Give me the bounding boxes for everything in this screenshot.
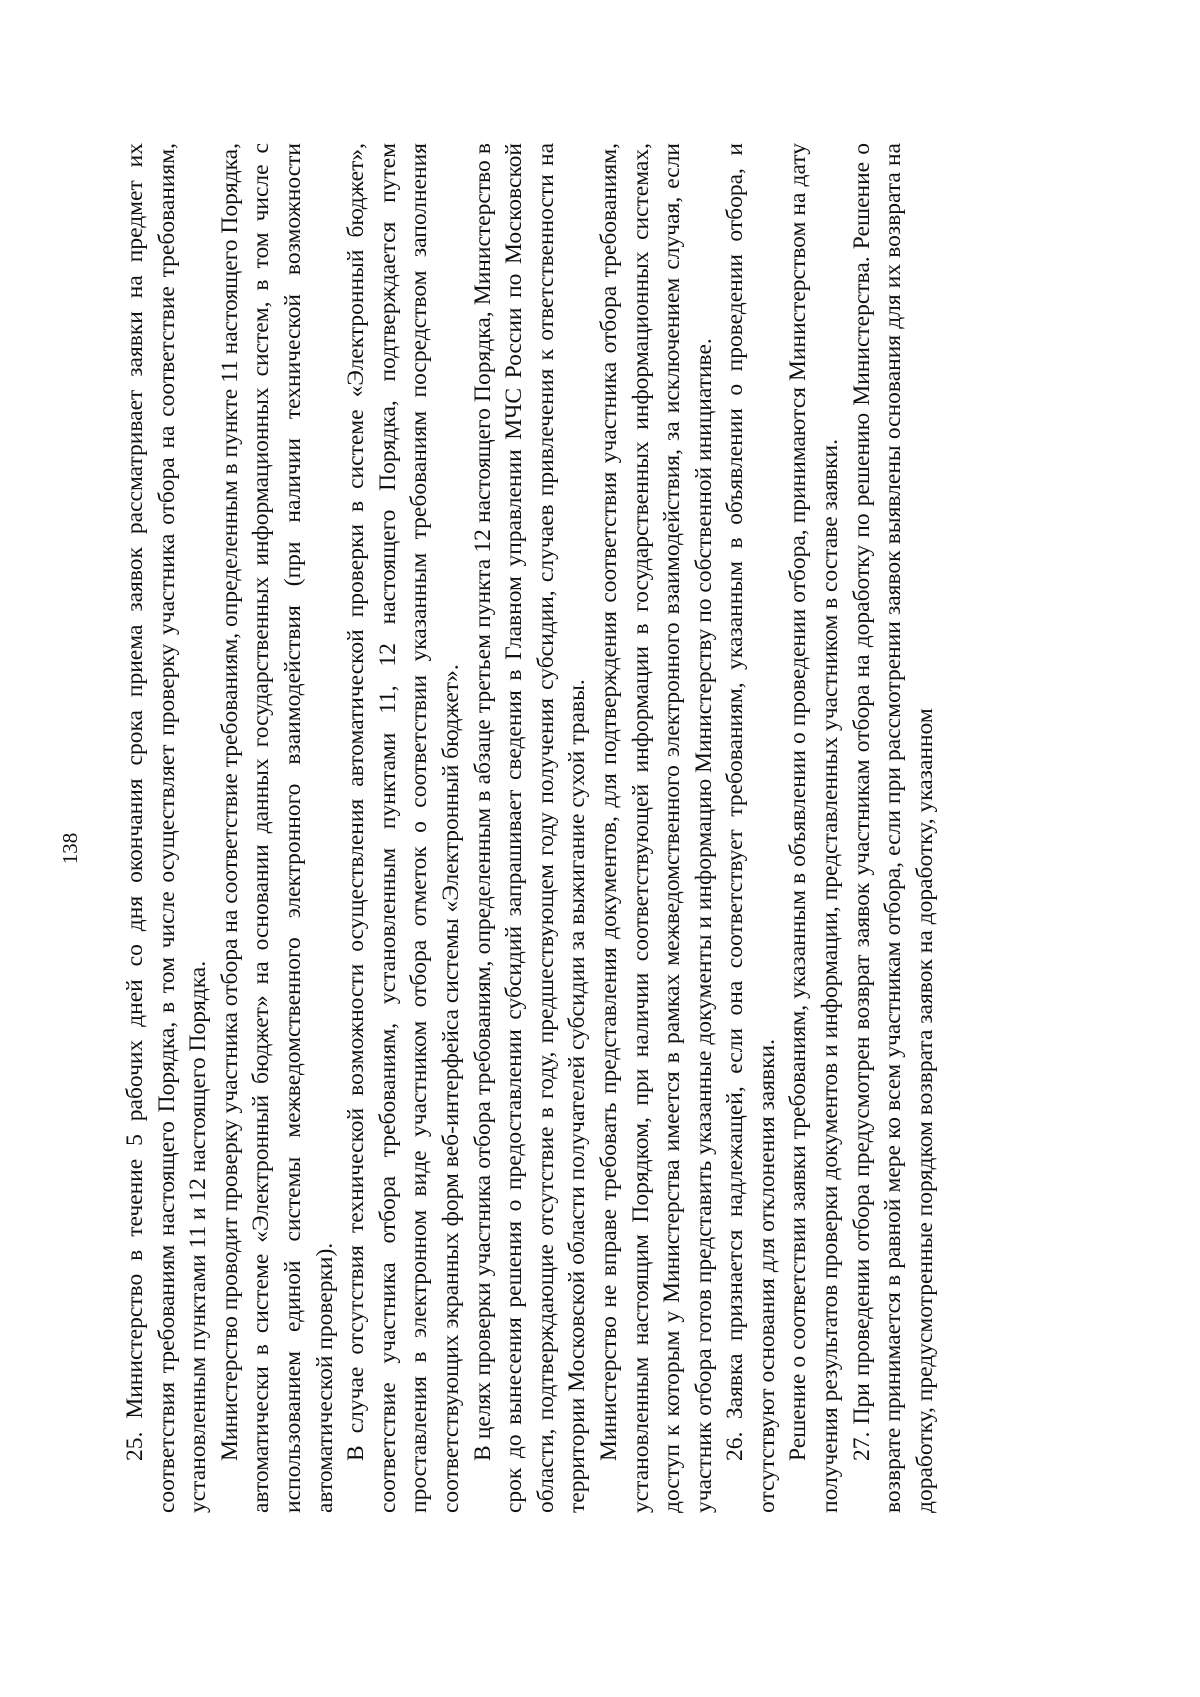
page-number: 138	[58, 832, 82, 865]
rotated-page	[30, 0, 1170, 1697]
paragraph-documents: Министерство не вправе требовать представления документов, для подтверждения соответствия участника отбора требованиям, установленным настоящим Порядком, при наличии соответствующей информации в государственных информационных системах, доступ к которым у Министерства имеется в рамках межведомственного электронного взаимодействия, за исключением случая, если участник отбора готов представить указанные документы и информацию Министерству по собственной инициативе.	[595, 143, 717, 1513]
paragraph-25: 25. Министерство в течение 5 рабочих дней со дня окончания срока приема заявок рассматривает заявки на предмет их соответствия требованиям настоящего Порядка, в том числе осуществляет проверку участника отбора на соответствие требованиям, установленным пунктами 11 и 12 настоящего Порядка.	[122, 143, 212, 1513]
paragraph-decision: Решение о соответствии заявки требованиям, указанным в объявлении о проведении отбора, принимаются Министерством на дату получения результатов проверки документов и информации, представленных участником в составе заявки.	[785, 143, 844, 1513]
paragraph-26: 26. Заявка признается надлежащей, если она соответствует требованиям, указанным в объявлении о проведении отбора, и отсутствуют основания для отклонения заявки.	[722, 143, 780, 1513]
paragraph-auto-check: Министерство проводит проверку участника отбора на соответствие требованиям, определенным в пункте 11 настоящего Порядка, автоматически в системе «Электронный бюджет» на основании данных государственных информационных систем, в том числе с использованием единой системы межведомственного электронного взаимодействия (при наличии технической возможности автоматической проверки).	[216, 143, 338, 1513]
paragraph-mchs-check: В целях проверки участника отбора требованиям, определенным в абзаце третьем пункта 12 настоящего Порядка, Министерство в срок до вынесения решения о предоставлении субсидий запрашивает сведения в Главном управлении МЧС России по Московской области, подтверждающие отсутствие в году, предшествующем году получения субсидии, случаев привлечения к ответственности на территории Московской области получателей субсидии за выжигание сухой травы.	[469, 143, 591, 1513]
paragraph-27: 27. При проведении отбора предусмотрен возврат заявок участникам отбора на доработку по решению Министерства. Решение о возврате принимается в равной мере ко всем участникам отбора, если при рассмотрении заявок выявлены основания для их возврата на доработку, предусмотренные порядком возврата заявок на доработку, указанном	[848, 143, 938, 1513]
paragraph-manual-check: В случае отсутствия технической возможности осуществления автоматической проверки в системе «Электронный бюджет», соответствие участника отбора требованиям, установленным пунктами 11, 12 настоящего Порядка, подтверждается путем проставления в электронном виде участником отбора отметок о соответствии указанным требованиям посредством заполнения соответствующих экранных форм веб-интерфейса системы «Электронный бюджет».	[343, 143, 464, 1513]
document-body	[120, 143, 941, 1513]
